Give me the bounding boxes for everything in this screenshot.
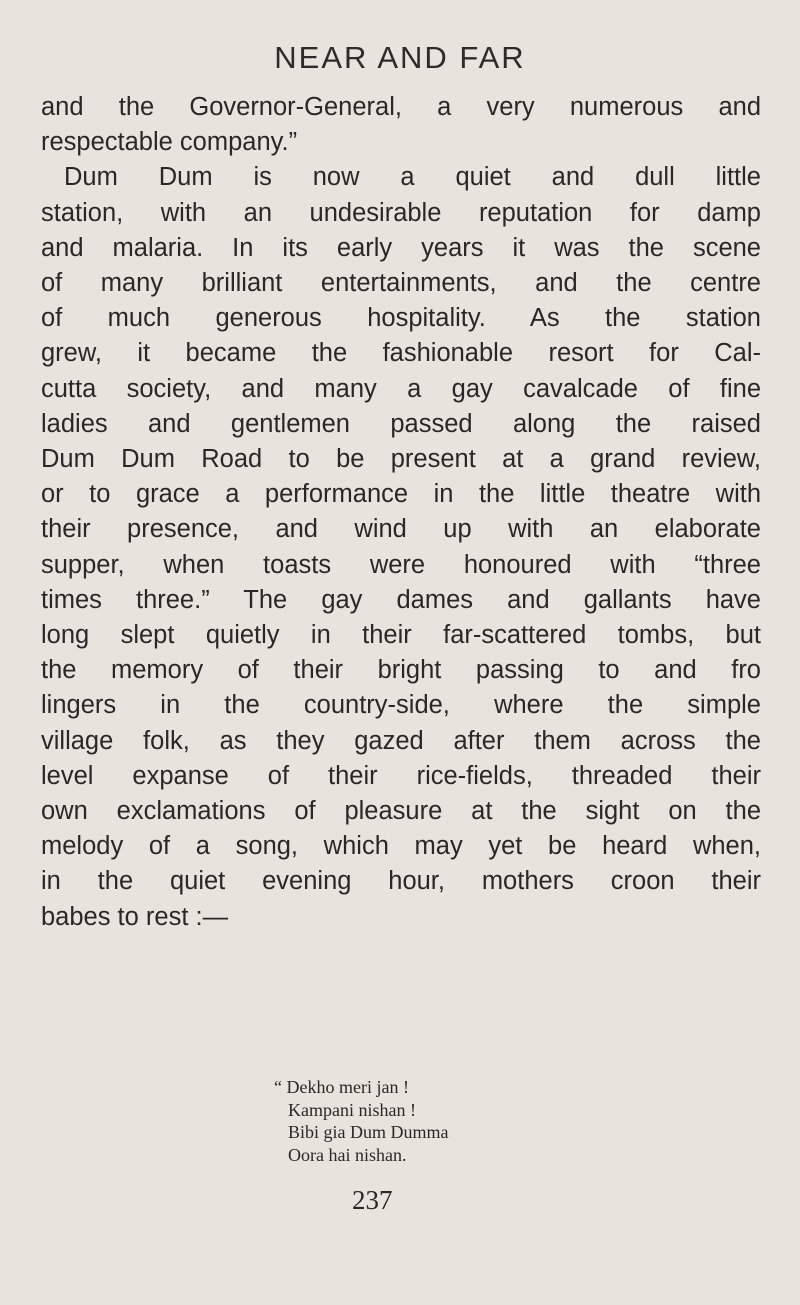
- verse-line: Kampani nishan !: [288, 1099, 416, 1120]
- text-line: respectable company.”: [41, 128, 298, 157]
- page-number: 237: [352, 1185, 393, 1215]
- text-line: cutta society, and many a gay cavalcade of fine: [41, 374, 761, 403]
- text-line: lingers in the country-side, where the simple: [41, 691, 761, 720]
- verse-quote: [274, 1076, 449, 1166]
- text-line: and the Governor-General, a very numerous and: [41, 93, 761, 121]
- text-line: supper, when toasts were honoured with “three: [41, 550, 761, 579]
- text-line: village folk, as they gazed after them across the: [41, 726, 761, 755]
- text-line: babes to rest :—: [41, 902, 229, 931]
- running-head: NEAR AND FAR: [274, 40, 526, 75]
- text-line: grew, it became the fashionable resort for Cal-: [41, 339, 761, 368]
- text-line: their presence, and wind up with an elaborate: [41, 515, 761, 544]
- text-line: of many brilliant entertainments, and the centre: [41, 269, 761, 298]
- text-line: times three.” The gay dames and gallants have: [41, 585, 761, 614]
- text-line: the memory of their bright passing to and fro: [41, 656, 761, 685]
- text-line: level expanse of their rice-fields, threaded their: [41, 761, 761, 790]
- text-line: long slept quietly in their far-scattered tombs, but: [41, 621, 761, 650]
- text-line: Dum Dum Road to be present at a grand review,: [41, 445, 761, 474]
- verse-line: Oora hai nishan.: [288, 1144, 407, 1165]
- text-line: ladies and gentlemen passed along the raised: [41, 409, 761, 438]
- verse-line: “ Dekho meri jan !: [274, 1077, 409, 1097]
- text-line: of much generous hospitality. As the station: [41, 304, 761, 333]
- text-line: and malaria. In its early years it was the scene: [41, 233, 761, 262]
- body-paragraph: [41, 90, 761, 935]
- text-line: own exclamations of pleasure at the sight on the: [41, 797, 761, 826]
- text-line: station, with an undesirable reputation for damp: [41, 198, 761, 227]
- verse-line: Bibi gia Dum Dumma: [288, 1122, 449, 1142]
- text-line: in the quiet evening hour, mothers croon their: [41, 867, 761, 896]
- text-line: melody of a song, which may yet be heard when,: [41, 832, 761, 861]
- text-line: or to grace a performance in the little theatre with: [41, 480, 761, 509]
- text-line: Dum Dum is now a quiet and dull little: [64, 163, 761, 192]
